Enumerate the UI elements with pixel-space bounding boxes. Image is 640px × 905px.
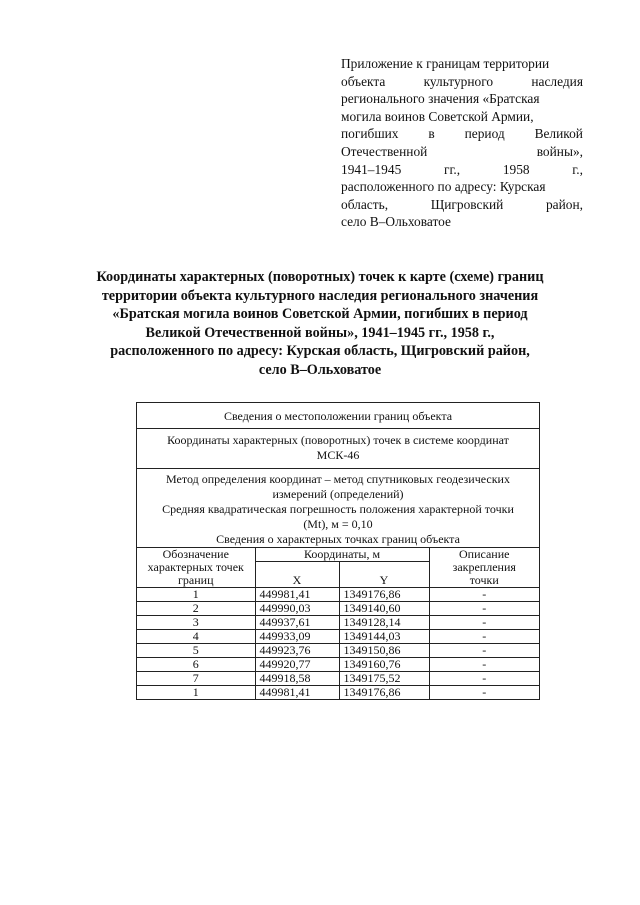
coord-system-name: МСК-46 bbox=[316, 448, 360, 462]
appendix-line: погибших в период Великой bbox=[341, 126, 583, 142]
coordinates-table bbox=[136, 402, 540, 700]
col-header-point: Обозначение характерных точек границ bbox=[137, 548, 255, 588]
coord-system-line: Координаты характерных (поворотных) точек в системе координат bbox=[167, 433, 509, 447]
method-line: Средняя квадратическая погрешность положения характерной точки bbox=[162, 502, 514, 516]
method-line: измерений (определений) bbox=[272, 487, 404, 501]
title-line: территории объекта культурного наследия регионального значения bbox=[101, 287, 539, 304]
appendix-line: могила воинов Советской Армии, bbox=[341, 108, 534, 124]
coord-system-block bbox=[137, 429, 539, 469]
table-row: 1 449981,41 1349176,86 - bbox=[137, 686, 539, 700]
appendix-line: расположенного по адресу: Курская bbox=[341, 179, 546, 195]
appendix-line: село В–Ольховатое bbox=[341, 214, 451, 230]
table-row: 7 449918,58 1349175,52 - bbox=[137, 672, 539, 686]
appendix-line: регионального значения «Братская bbox=[341, 91, 540, 107]
col-header-x: X bbox=[255, 562, 339, 588]
table-row: 5 449923,76 1349150,86 - bbox=[137, 644, 539, 658]
col-header-coords: Координаты, м bbox=[255, 548, 429, 562]
method-line: (Mt), м = 0,10 bbox=[303, 517, 373, 531]
appendix-line: Отечественной войны», bbox=[341, 143, 583, 159]
appendix-line: объекта культурного наследия bbox=[341, 73, 583, 89]
appendix-line: Приложение к границам территории bbox=[341, 56, 550, 71]
appendix-note bbox=[341, 55, 583, 231]
table-row: 6 449920,77 1349160,76 - bbox=[137, 658, 539, 672]
title-line: расположенного по адресу: Курская область, Щигровский район, bbox=[110, 343, 530, 360]
table-row: 4 449933,09 1349144,03 - bbox=[137, 630, 539, 644]
title-line: Великой Отечественной войны», 1941–1945 гг., 1958 г., bbox=[145, 324, 495, 341]
title-line: село В–Ольховатое bbox=[258, 361, 382, 378]
location-header: Сведения о местоположении границ объекта bbox=[137, 403, 539, 429]
table-row: 1 449981,41 1349176,86 - bbox=[137, 588, 539, 602]
appendix-line: 1941–1945 гг., 1958 г., bbox=[341, 161, 583, 177]
points-info-line: Сведения о характерных точках границ объекта bbox=[216, 532, 460, 546]
title-line: «Братская могила воинов Советской Армии, погибших в период bbox=[112, 306, 528, 323]
document-title bbox=[60, 268, 580, 380]
col-header-y: Y bbox=[339, 562, 429, 588]
appendix-line: область, Щигровский район, bbox=[341, 196, 583, 212]
points-grid bbox=[137, 547, 539, 699]
method-block bbox=[137, 469, 539, 547]
table-row: 2 449990,03 1349140,60 - bbox=[137, 602, 539, 616]
title-line: Координаты характерных (поворотных) точек к карте (схеме) границ bbox=[96, 269, 544, 285]
method-line: Метод определения координат – метод спутниковых геодезических bbox=[166, 472, 510, 486]
col-header-desc: Описание закрепления точки bbox=[429, 548, 539, 588]
table-row: 3 449937,61 1349128,14 - bbox=[137, 616, 539, 630]
